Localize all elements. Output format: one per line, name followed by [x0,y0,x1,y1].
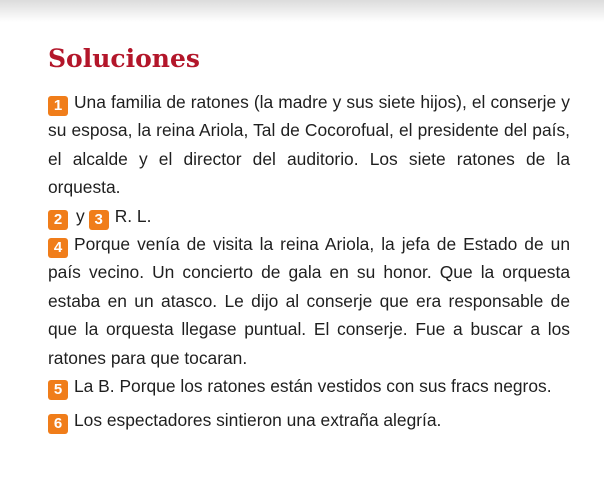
answer-item-6 [48,406,570,434]
answer-text: Los espectadores sintieron una extraña alegría. [74,410,442,431]
answer-item-4 [48,230,570,372]
number-badge: 4 [48,238,68,258]
number-badge: 2 [48,210,68,230]
number-badge: 5 [48,380,68,400]
answer-text: Una familia de ratones (la madre y sus siete hijos), el conserje y su esposa, la reina Ariola, Tal de Cocorofual, el presidente del país, el alcalde y el director del auditorio. Los siete ratones de la orquesta. [48,92,570,198]
answer-text: Porque venía de visita la reina Ariola, la jefa de Estado de un país vecino. Un concierto de gala en su honor. Que la orquesta estaba en un atasco. Le dijo al conserje que era responsable de que la orquesta llegase puntual. El conserje. Fue a buscar a los ratones para que tocaran. [48,234,570,368]
number-badge: 1 [48,96,68,116]
top-shadow [0,0,604,22]
number-badge: 6 [48,414,68,434]
answer-item-1 [48,88,570,202]
page-title: Soluciones [48,44,200,73]
answer-connector: y [76,205,85,226]
answer-item-5 [48,372,570,400]
answers-list [48,88,570,435]
answer-item-2-3 [48,202,570,230]
answer-text: La B. Porque los ratones están vestidos con sus fracs negros. [74,376,552,397]
answer-text: R. L. [114,205,152,226]
number-badge: 3 [89,210,109,230]
